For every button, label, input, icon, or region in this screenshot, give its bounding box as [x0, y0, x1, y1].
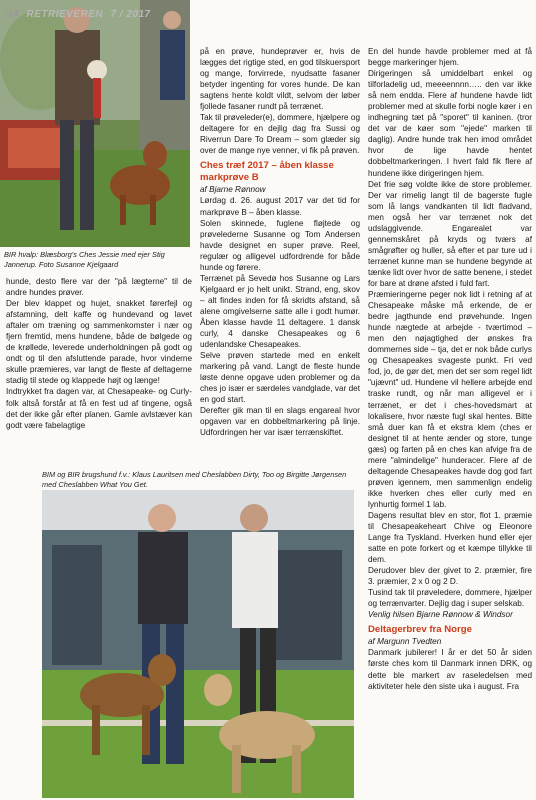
column-1: [6, 276, 192, 486]
col3-para-5: Dagens resultat blev en stor, flot 1. præmie til Chesapeakeheart Chive og Eleonore Lange fra Tyskland. Hverken hund eller ejer satte en pote forkert og et kæmpe tillykke til dem.: [368, 510, 532, 565]
article-byline-norge: af Margunn Tvedten: [368, 637, 442, 647]
col3-para-7: Tusind tak til prøveledere, dommere, hjælper og terrænvarter. Dejlig dag i super selskab.: [368, 588, 532, 609]
col3-para-4: Præmieringerne peger nok lidt i retning af at Chesapeake måske må erkende, de er bedre jagthunde end prøvehunde. Ingen hunde nægtede at arbejde - tværtimod – men den nøjagtighed der ønskes fra dommernes side – tja, det er nok både curlys og Chesapeakes svageste punkt. Fri ved fod, jo, de gør det, men det ser som regel lidt "ujævnt" ud. Hundene vil hellere arbejde end traske rundt, og når man alligevel er i terrænet, er det i ches-hovedsmart at lokalisere, hvor næste fugl skal hentes. Bitte små duer kan få et ekstra klem (ches er designet til at hente ænder og store, tunge gæs) og farten på en ches kan afvige fra de mere "almindelige" hunderacer. Flere af de deltagende Chesapeakes havde dog god fart prøven igennem, men sammenlign endelig ikke hverken ches eller curly med en lynhurtig formel 1 lab.: [368, 290, 532, 509]
magazine-title: RETRIEVEREN: [26, 9, 104, 20]
photo-bir-puppy-caption: BIR hvalp: Blæsborg's Ches Jessie med ejer Stig Jannerup. Foto Susanne Kjelgaard: [4, 250, 165, 269]
column-3: [368, 46, 532, 796]
photo-bim-bir-caption: BIM og BIR brugshund f.v.: Klaus Lauritsen med Cheslabben Dirty, Too og Birgitte Jørgensen med Cheslabben What You Get.: [42, 470, 347, 489]
col1-para-3: Indtrykket fra dagen var, at Chesapeake- og Curly-folk altså forstår at få en fest ud af tingene, også det der ikke går efter planen. Gamle avlstæver kan godt være fabelagtige: [6, 387, 192, 430]
page-number: 34: [6, 8, 20, 20]
col3-signature: Venlig hilsen Bjarne Rønnow & Windsor: [368, 610, 513, 620]
column-2: [200, 46, 360, 476]
page-header: [6, 8, 151, 20]
article-byline: af Bjarne Rønnow: [200, 185, 266, 195]
col1-para-2: Der blev klappet og hujet, snakket førerfejl og afstamning, delt kaffe og hundevand og lavet aftaler om træning og sammenkomster i nær og fjern fremtid, mens hundene, både de bølgede og de krøllede, leverede underholdningen på godt og ondt og til den afsluttende parade, hvor vinderne skulle præmieres, var langt de fleste af deltagerne stadig til stede og klappede højt og længe!: [6, 299, 192, 386]
col3-last-para: Danmark jubilerer! I år er det 50 år siden første ches kom til Danmark innen DRK, og dette ble markert av raseledelsen med aktiviteter hele den siste uka i august. Fra: [368, 648, 532, 691]
col2-para-4: Solen skinnede, fuglene fløjtede og prøvelederne Susanne og Tom Andersen havde designet en super prøve. Reel, regulær og alligevel udfordrende for både hunde og førere.: [200, 218, 360, 272]
col2-para-3: Lørdag d. 26. august 2017 var det tid for markprøve B – åben klasse.: [200, 196, 360, 217]
issue-number: 7 / 2017: [110, 9, 151, 20]
photo-bim-bir-brugshund: [42, 490, 354, 798]
col3-para-1: En del hunde havde problemer med at få begge markeringer hjem.: [368, 47, 532, 68]
col2-para-2: Tak til prøveleder(e), dommere, hjælpere og deltagere for en dejlig dag fra Sussi og Riverrun Dare To Dream – som glæder sig over de mange nye venner, vi fik på prøven.: [200, 113, 360, 156]
article-heading-ches-traef: Ches træf 2017 – åben klasse markprøve B: [200, 160, 334, 184]
col2-para-5: Terrænet på Sevedø hos Susanne og Lars Kjelgaard er jo helt unikt. Strand, eng, skov – alt findes inden for få skridts afstand, så alene omgivelserne satte alle i godt humør. Åben klasse havde 11 deltagere. 1 dansk curly, 4 danske Chesapeakes og 6 udenlandske Chesapeakes.: [200, 273, 360, 350]
col3-para-6: Derudover blev der givet to 2. præmier, fire 3. præmier, 2 x 0 og 2 D.: [368, 566, 532, 587]
col2-para-1: på en prøve, hundeprøver er, hvis de lægges det rigtige sted, en god tilskuersport og mange, forvirrede, nyudsatte fasaner betyder ingenting for vores hunde. De kan sagtens hente koldt vildt, selvom der løber fjollede fasaner rundt på terrænet.: [200, 47, 360, 112]
col2-para-6: Selve prøven startede med en enkelt markering på vand. Langt de fleste hunde løste denne opgave uden problemer og da ches jo især er særdeles vandglade, var det en god start.: [200, 351, 360, 405]
col1-para-1: hunde, desto flere var der "på lægterne" til de andre hundes prøver.: [6, 277, 192, 298]
col2-para-7: Derefter gik man til en slags engareal hvor opgaven var en dobbeltmarkering på linje. Udfordringen her var især terrænskiftet.: [200, 406, 360, 438]
col3-para-3: Det frie søg voldte ikke de store problemer. Der var rimelig langt til de bagerste fugle som lå langs vandkanten til lidt fladvand, men også her var terrænet nok det udslaggivende. Engarealet var gennemskåret på kryds og tværs af smågrøfter og huller, så efter et par ture ud i terrænet kunne man se hundene begynde at tænke lidt over hvor de satte benene, i stedet for bare at drøne afsted i fuld fart.: [368, 179, 532, 288]
photo-bir-puppy: [0, 0, 190, 247]
article-heading-deltagerbrev: Deltagerbrev fra Norge: [368, 624, 472, 636]
col3-para-2: Dirigeringen så umiddelbart enkel og tilforladelig ud, meeeennnn….. den var ikke så nem endda. Flere af hundene havde lidt problemer med at skulle forbi nogle køer i en indhegning tæt på "sporet" til kaninen. (tror det var de køer som "ejede" marken til daglig). Andre hunde trak hen imod området hvor de lige havde hentet dobbeltmarkeringen. I hvert fald fik flere af hundene ikke dirigeringen hjem.: [368, 69, 532, 178]
